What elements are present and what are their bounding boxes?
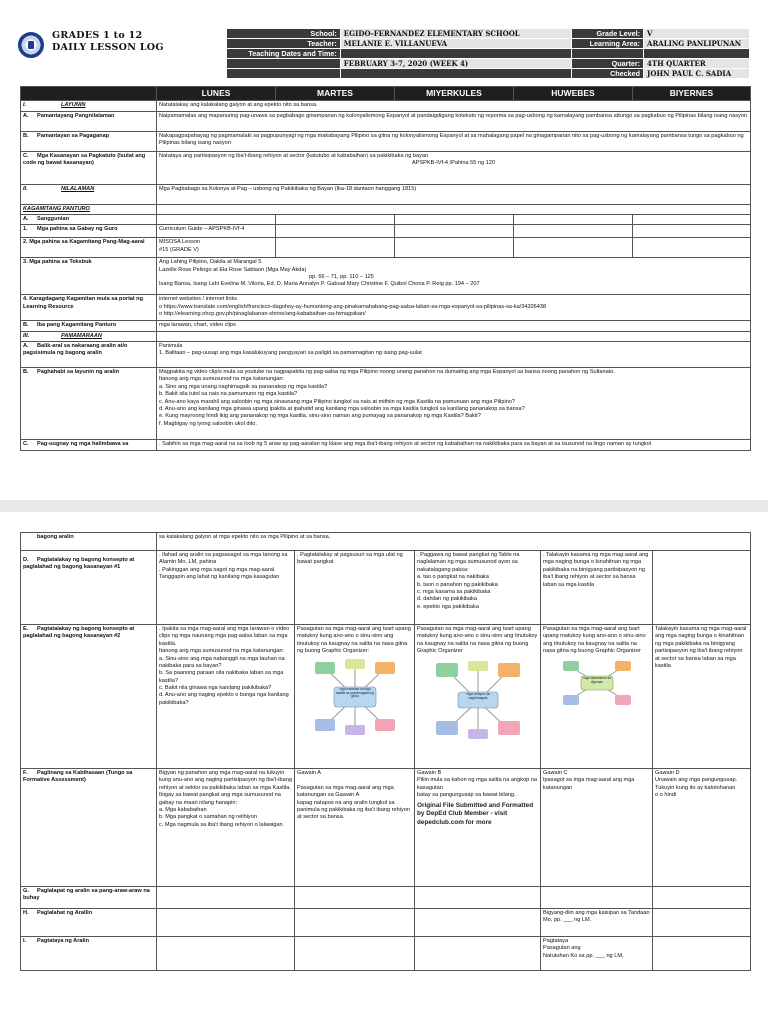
pu-label: Pag-uugnay ng mga halimbawa sa	[37, 441, 129, 448]
c-text: Natataya ang partisipasyon ng iba't-ibang rehiyon at sector (katutubo at kababaihan) sa pakikibaka ng bayan	[159, 152, 429, 159]
row-learning-resource	[21, 295, 751, 321]
g3-line-3: pp. 66 – 71, pp. 110 – 125	[309, 274, 374, 281]
kagamitang-heading: KAGAMITANG PANTURO	[23, 205, 90, 212]
e-wednesday: Pasagutan sa mga mag-aaral ang tsart upang matukoy kung ano-ano o sinu-sino ang tinutukoy na kaugnay na salita na nasa gitna ng buong Graphic Organizer	[417, 626, 538, 655]
g2-label: 2. Mga pahina sa Kagamitang Pang-Mag-aaral	[21, 238, 157, 258]
f-label: Paglinang sa Kabihasaan (Tungo sa Formative Assessment)	[23, 770, 133, 784]
ba-num: A.	[23, 343, 29, 350]
area-value: ARALING PANLIPUNAN	[644, 39, 750, 49]
row-kasanayan	[21, 151, 751, 184]
ba-line-2: 1. Balitaan – pag-uusap ang mga kasalukuyang pangyayari sa paligid sa pamamagitan ng isang pag-uulat	[159, 350, 422, 357]
row-iba-pang-kagamitan	[21, 321, 751, 331]
day-header-blank	[21, 87, 157, 101]
pamamaraan-heading: PAMAMARAAN	[61, 332, 102, 339]
d-monday: . Ilahad ang aralin sa pagsasagot sa mga tanong sa Alamin Mo, LM, pahina . Pakinggan ang mga sagot ng mga mag-aaral. Tanggapin ang lahat ng kanilang mga kasagutan	[157, 551, 295, 625]
i-num: I.	[23, 938, 27, 944]
dates-value: FEBRUARY 3-7, 2020 (WEEK 4)	[340, 59, 571, 69]
dates-value-spacer	[227, 59, 341, 69]
grade-label: Grade Level:	[572, 29, 644, 39]
pamamaraan-empty	[157, 331, 751, 341]
dates-spacer-3	[644, 49, 750, 59]
graphic-organizer-tuesday	[312, 659, 398, 735]
checked-spacer-2	[340, 69, 571, 79]
g2-text: MISOSA Lesson #15 (GRADE V)	[157, 238, 276, 258]
org-thursday-center-label: Mga kababaihan sa digmaan	[582, 676, 611, 684]
g1-label: Mga pahina sa Gabay ng Guro	[37, 226, 118, 233]
school-label: School:	[227, 29, 341, 39]
g4-link-2[interactable]: o http://elearning.nhcp.gov.ph/pinaglabanan-shrine/ang-kababaihan-sa-himagsikan/	[159, 311, 366, 318]
ba-cont-label: bagong aralin	[21, 533, 157, 551]
row-teksbuk	[21, 258, 751, 295]
b-text: Nakapagpapahayag ng pagmamalaki sa pagpupunyagi ng mga makabayang Pilipino sa gitna ng kolonyalismong Espanyol at sa mahalagang papel na ginagampanan nito sa pag-usbong ng kamalayang pambansa tungo sa pagkabuo ng Pilipinas bilang isang nasyon	[157, 131, 751, 151]
a-num: A.	[23, 112, 29, 119]
logo-line-2: DAILY LESSON LOG	[52, 41, 164, 53]
day-friday: BIYERNES	[633, 87, 751, 101]
g4-label: 4. Karagdagang Kagamitan mula sa portal ng Learning Resource	[21, 295, 157, 321]
f-thursday: Gawain C Ipasagot sa mga mag-aaral ang mga katanungan	[541, 769, 653, 887]
g3-line-1: Ang Lahing Pilipino, Dakila at Marangal 5	[159, 259, 262, 266]
e-thursday: Pasagutan sa mga mag-aaral ang tsart upang matukoy kung ano-ano o sinu-sino ang tinutukoy na kaugnay na salita na nasa gitna ng buong Graphic Organizer	[543, 626, 646, 655]
g4-link-1[interactable]: o https://www.translate.com/english/francisco-dagohoy-ay-humantong-ang-pinakamahabang-pag-aalsa-laban-sa-mga-espanyol-sa-pilipinas-sa-ka/34326438	[159, 303, 547, 310]
org-wednesday-center-label: Mga rehiyon na naghimagsik	[465, 692, 490, 700]
pu-num: C.	[23, 441, 29, 448]
teacher-label: Teacher:	[227, 39, 341, 49]
page-gap	[0, 500, 768, 512]
layunin-num: I.	[23, 102, 27, 109]
quarter-value: 4TH QUARTER	[644, 59, 750, 69]
row-gabay-ng-guro	[21, 225, 751, 238]
h-label: Paglalahat ng Arallin	[37, 910, 93, 916]
nilalaman-text: Mga Pagbabago sa Kolonya at Pag – usbong ng Pakikibaka ng Bayan (Ika-18 dantaon hanggang 1815)	[157, 184, 751, 204]
depedclub-watermark: Original File Submitted and Formatted by DepEd Club Member - visit depedclub.com for more	[417, 801, 534, 826]
row-bagong-aralin-cont	[21, 533, 751, 551]
g1-text: Curriculum Guide – APSPKB-IVf-4	[157, 225, 276, 238]
iba-label: Iba pang Kagamitang Panturo	[37, 322, 117, 329]
d-wednesday: . Paggawa ng bawat pangkat ng Table na naglalaman ng mga sumusunod ayon sa nakatalagang paksa: a. tao o pangkat na nakibaka b. taon o panahon ng pakikibaka c. mga kasama sa pakikibaka d. dahilan ng pakikibaka e. epekto nga pakikibaka	[415, 551, 541, 625]
day-wednesday: MIYERKULES	[395, 87, 514, 101]
bp-text: Magpakita ng video clip/s mula sa youtube na nagpapakita ng pag-aalsa ng mga Pilipino noong unang panahon na dumating ang mga Espanyol sa bansa noong panahon ng Sultanato. Itanong ang mga sumusunod na mga katanungan: a. Sino ang mga unang naghimagsik sa pananakop ng mga kastila? b. Bakit sila tutol sa nais na pamumuno ng mga kastila? c. Anu-ano kaya marahil ang saloobin ng mga sinaunang mga Pilipino tungkol sa nais at mithiin ng mga Kastila na pamunuan ang mga Pilipino? d. Anu-ano ang kanilang mga ginawa upang ipakita at ipahatid ang kanilang mga saloobin sa mga kastila tungkol sa kanilang pananakop sa bansa? e. Kung mayroong hindi ikig ang pananakop ng mga kastila, sinu-sino naman ang pumayag sa pananakop ng mga Kastila? Bakit? f. Magbigay ng iyong saloobin ukol dito.	[157, 368, 751, 440]
graphic-organizer-thursday	[561, 659, 633, 707]
row-pamantayan-sa-pagaganap	[21, 131, 751, 151]
f-friday: Gawain D Unawain ang mga pangungusap. Tukuyin kung ito ay katotohanan o o hindi	[653, 769, 751, 887]
g3-line-2: Lazelle Rose Pelingo at Ela Rose Sablaon (Mga May Akda)	[159, 266, 307, 273]
row-pamamaraan	[21, 331, 751, 341]
day-thursday: HUWEBES	[514, 87, 633, 101]
dates-spacer-2	[572, 49, 644, 59]
h-num: H.	[23, 910, 29, 916]
checked-value: JOHN PAUL C. SADIA	[644, 69, 750, 79]
day-tuesday: MARTES	[276, 87, 395, 101]
dll-page-2	[0, 512, 768, 1024]
pu-text: . Sabihin sa mga mag-aaral na sa loob ng 5 araw ay pag-aaralan ng klase ang mga iba't-ibang rehiyon at sector ng kababaihan na nakikibaka para sa bayan at sa isusunod na lingo naman ay tungkol	[157, 440, 751, 451]
a-label: Pamantayang Pangnilalaman	[37, 112, 115, 119]
logo-line-1: GRADES 1 to 12	[52, 30, 143, 41]
a-text: Naipamamalas ang mapanuring pag-unawa sa pagbabago ginampanan ng kolonyalismong Espanyol at pandaigdigang koteksto ng reporma sa pag-usbong ng kamalayang pambansa attungo sa pagkabuo ng Pilipinas bilang isang nasyon	[157, 111, 751, 131]
sanggunian-num: A.	[23, 215, 29, 222]
row-paglinang	[21, 769, 751, 887]
row-kagamitang-pang-mag-aaral	[21, 238, 751, 258]
iba-num: B.	[23, 322, 29, 329]
row-paglalapat	[21, 887, 751, 909]
iba-text: mga larawan, chart, video clips	[157, 321, 751, 331]
row-nilalaman	[21, 184, 751, 204]
header-info-grid	[226, 28, 750, 79]
day-monday: LUNES	[157, 87, 276, 101]
school-value: EGIDO-FERNANDEZ ELEMENTARY SCHOOL	[340, 29, 571, 39]
g4-line-1: internet websites / internet links	[159, 296, 238, 303]
row-paglalahat	[21, 909, 751, 937]
g-num: G.	[23, 888, 29, 894]
dates-label: Teaching Dates and Time:	[227, 49, 341, 59]
sanggunian-label: Sanggunian	[37, 215, 70, 222]
b-label: Pamantayan sa Pagaganap	[37, 132, 110, 139]
e-monday: . Ipakita sa mga mag-aaral ang mga larawan o video clips ng mga naunang mga pag-aalsa laban sa mga kastila. Itanong ang mga sumusunod na mga katanungan: a. Sinu-sino ang mga nabanggit na mga tauhan na nakibaka para sa bayan? b. Sa paanong paraan sila nakibaka laban sa mga kastila? c. Bakit nila ginawa nga kanilang pakikibaka? d. Anu-ano ang naging epekto o bunga nga kanilang pakikibaka?	[157, 625, 295, 769]
kagamitang-empty	[157, 204, 751, 214]
i-thursday: Pagtataya Pasagutan ang Natutuhan Ko sa pp. ___ ng LM.	[541, 937, 653, 971]
checked-label: Checked	[572, 69, 644, 79]
teacher-value: MELANIE E. VILLANUEVA	[340, 39, 571, 49]
row-kagamitang-panturo	[21, 204, 751, 214]
nilalaman-num: II.	[23, 185, 28, 192]
b-num: B.	[23, 132, 29, 139]
e-tuesday: Pasagutan sa mga mag-aaral ang tsart upang matukoy kung ano-ano o sinu-sino ang tinutukoy na kaugnay na salita na nasa gitna ng buong Graphic Organizer:	[297, 626, 411, 655]
d-thursday: . Talakayin kasama ng mga mag-aaral ang mga naging bunga o kinahitnan ng mga pakikibaka na binigyang partisipasyon ng iba't ibang rehiyon at sector sa bansa laban sa mga kastila	[541, 551, 653, 625]
f-monday: Bigyan ng panahon ang mga mag-aaral na tukuyin kung anu-ano ang naging partisipasyon ng iba't-ibang rehiyon at sektor sa pakikibaka laban sa mga Kastila. Ibigay sa bawat pangkat ang mga sumusunod na gabay na maari nilang hanapin: a. Mga kababaihan b. Mga pangkat o samahan ng relihiyon c. Mga nagmula sa iba't ibang rehiyon o lalawigan	[157, 769, 295, 887]
d-friday	[653, 551, 751, 625]
dll-header	[18, 28, 750, 76]
d-tuesday: . Pagtatalakay at pagsusuri sa mga ulat ng bawat pangkat	[295, 551, 415, 625]
ba-line-1: Panimula	[159, 343, 183, 350]
c-num: C.	[23, 152, 29, 159]
row-pamantayang-pangnilalaman	[21, 111, 751, 131]
f-wednesday: Gawain B Piliin mula sa kahon ng mga salita na angkop na kasagutan batay sa pangungusap sa bawat bilang.	[417, 770, 538, 799]
quarter-label: Quarter:	[572, 59, 644, 69]
checked-spacer	[227, 69, 341, 79]
row-paghahabi	[21, 368, 751, 440]
g1-num: 1.	[23, 226, 28, 233]
layunin-heading: LAYUNIN	[61, 102, 86, 109]
row-talakay-1	[21, 551, 751, 625]
g3-label: 3. Mga pahina sa Teksbuk	[21, 258, 157, 295]
nilalaman-heading: NILALAMAN	[61, 185, 95, 192]
day-header-row	[21, 87, 751, 101]
ba-label: Balik-aral sa nakaraang aralin at/o pagsisimula ng bagong aralin	[23, 343, 128, 357]
d-label: Pagtatalakay ng bagong konsepto at paglalahad ng bagong kasanayan #1	[23, 557, 135, 571]
i-label: Pagtataya ng Aralin	[37, 938, 90, 944]
g3-line-4: Isang Bansa, Isang Lahi Evelina M. Viloria, Ed. D. Maria Annalyn P. Gabuat Mary Christine F. Quibol Chona P. Reig pp. 194 – 207	[159, 281, 480, 288]
dll-page-1	[0, 0, 768, 500]
c-code: APSPKB-IVf-4 /Pahina 55 ng 120	[411, 159, 496, 166]
area-label: Learning Area:	[572, 39, 644, 49]
ba-cont-text: sa kalakalang galyon at mga epekto nito sa mga Pilipino at sa bansa.	[157, 533, 751, 551]
dates-spacer	[340, 49, 571, 59]
e-friday: Talakayin kasama ng mga mag-aaral ang mga naging bunga o kinahitnan ng mga pakikibaka na binigyang partisipasyon ng iba't ibang rehiyon at sector sa bansa laban sa mga kastila	[653, 625, 751, 769]
row-pagtataya	[21, 937, 751, 971]
row-pag-uugnay	[21, 440, 751, 451]
g-label: Paglalapat ng aralin sa pang-araw-araw na buhay	[23, 888, 150, 902]
row-talakay-2	[21, 625, 751, 769]
org-tuesday-center-label: Mga nakibaka sa mga kastila sa pamamagitan ng ginoo	[335, 687, 374, 698]
graphic-organizer-wednesday	[432, 659, 524, 741]
f-num: F.	[23, 770, 28, 776]
grade-value: V	[644, 29, 750, 39]
pamamaraan-num: III.	[23, 332, 30, 339]
bp-label: Paghahabi sa layunin ng aralin	[37, 369, 120, 376]
row-sanggunian	[21, 214, 751, 224]
dll-table-page-1	[20, 86, 751, 451]
layunin-text: Natatalakay ang kalakalang galyon at ang epekto nito sa bansa.	[157, 101, 751, 111]
d-num: D.	[23, 557, 29, 563]
deped-seal-icon	[18, 32, 44, 58]
row-layunin	[21, 101, 751, 111]
dll-logo-title	[52, 30, 164, 54]
f-tuesday: Gawain A Pasagutan sa mga mag-aaral ang mga katanungan sa Gawain A kapag natapos na ang aralin tungkol sa panimula ng pakikibaka ng iba't ibang rehiyon at sector sa bansa.	[295, 769, 415, 887]
row-balik-aral	[21, 342, 751, 368]
e-num: E.	[23, 626, 29, 632]
c-label: Mga Kasanayan sa Pagkatuto (Isulat ang code ng bawat kasanayan)	[23, 152, 146, 166]
dll-table-page-2	[20, 532, 751, 971]
h-thursday: Bigyang-diin ang mga kaisipan sa Tandaan Mo, pp. ___ ng LM.	[541, 909, 653, 937]
e-label: Pagtatalakay ng bagong konsepto at paglalahad ng bagong kasanayan #2	[23, 626, 135, 640]
bp-num: B.	[23, 369, 29, 376]
